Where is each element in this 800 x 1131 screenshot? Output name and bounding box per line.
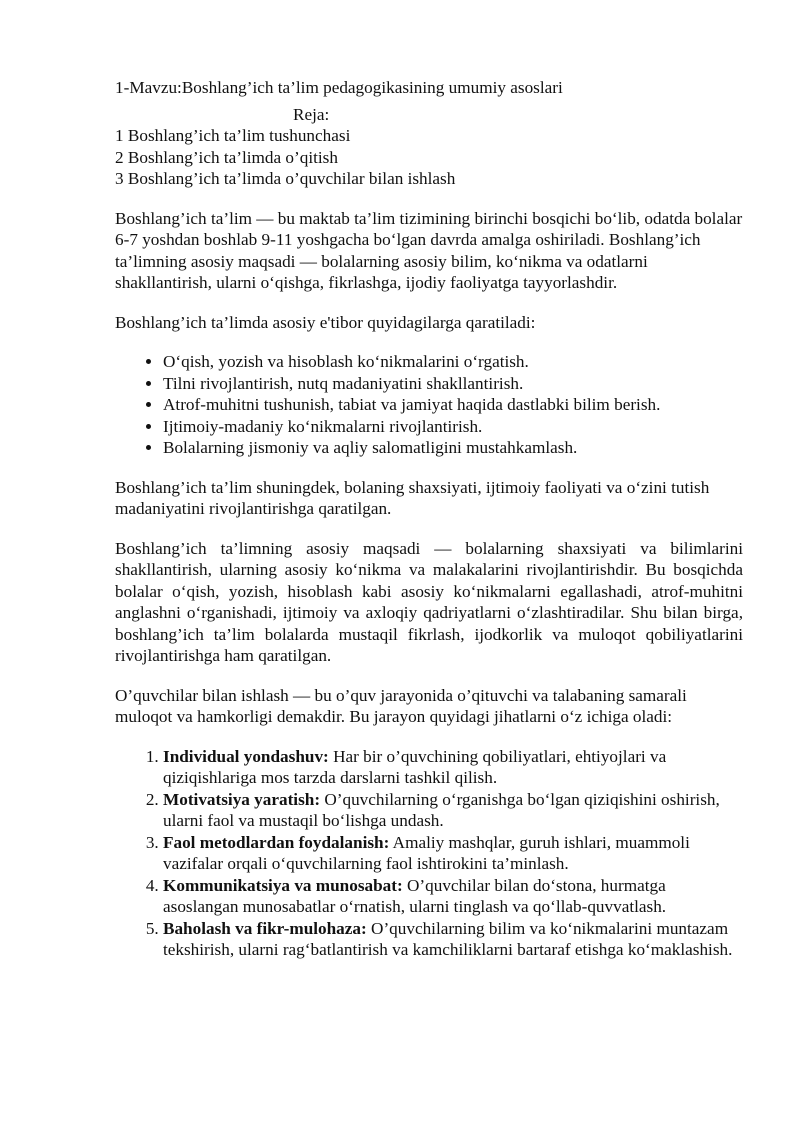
bullet-item: • Ijtimoiy-madaniy ko‘nikmalarni rivojlantirish.	[163, 416, 743, 438]
numbered-item	[163, 832, 743, 875]
bullet-item: • Tilni rivojlantirish, nutq madaniyatini shakllantirish.	[163, 373, 743, 395]
item-text: O’quvchilar bilan do‘stona, hurmatga asoslangan munosabatlar o‘rnatish, ularni tinglash va qo‘llab-quvvatlash.	[163, 875, 667, 916]
topic-title: 1-Mavzu:Boshlang’ich ta’lim pedagogikasining umumiy asoslari	[115, 78, 563, 97]
numbered-item	[163, 746, 743, 789]
paragraph-working-with-students: O’quvchilar bilan ishlash — bu o’quv jarayonida o’qituvchi va talabaning samarali muloqot va hamkorligi demakdir. Bu jarayon quyidagi jihatlarni o‘z ichiga oladi:	[115, 685, 687, 726]
item-term: Motivatsiya yaratish:	[163, 789, 321, 809]
bullet-item: • Atrof-muhitni tushunish, tabiat va jamiyat haqida dastlabki bilim berish.	[163, 394, 743, 416]
numbered-item	[163, 875, 743, 918]
paragraph-focus-lead: Boshlang’ich ta’limda asosiy e'tibor quyidagilarga qaratiladi:	[115, 312, 536, 332]
document-body	[115, 77, 743, 961]
item-text: O’quvchilarning bilim va ko‘nikmalarini muntazam tekshirish, ularni rag‘batlantirish va kamchiliklarni bartaraf etishga ko‘maklashish.	[163, 918, 733, 959]
numbered-item	[163, 789, 743, 832]
paragraph-personality: Boshlang’ich ta’lim shuningdek, bolaning shaxsiyati, ijtimoiy faoliyati va o‘zini tutish madaniyatini rivojlantirishga qaratilgan.	[115, 477, 710, 518]
paragraph-main-goal: Boshlang’ich ta’limning asosiy maqsadi — bolalarning shaxsiyati va bilimlarini shakllantirish, ularning asosiy ko‘nikma va malakalarini rivojlantirishdir. Bu bosqichda bolalar o‘qish, yozish, hisoblash kabi asosiy ko‘nikmalarni egallashadi, atrof-muhitni anglashni o‘rganishadi, ijtimoiy va axloqiy qadriyatlarni o‘zlashtiradilar. Shu bilan birga, boshlang’ich ta’lim bolalarda mustaqil fikrlash, ijodkorlik va muloqot qobiliyatlarini rivojlantirishga ham qaratilgan.	[115, 538, 743, 665]
bullet-item: • O‘qish, yozish va hisoblash ko‘nikmalarini o‘rgatish.	[163, 351, 743, 373]
plan-heading: Reja:	[293, 104, 330, 124]
item-term: Kommunikatsiya va munosabat:	[163, 875, 403, 895]
bullet-item: • Bolalarning jismoniy va aqliy salomatligini mustahkamlash.	[163, 437, 743, 459]
item-text: Har bir o’quvchining qobiliyatlari, ehtiyojlari va qiziqishlariga mos tarzda darslarni tashkil qilish.	[163, 746, 667, 787]
plan-item: 2 Boshlang’ich ta’limda o’qitish	[115, 147, 338, 167]
item-term: Individual yondashuv:	[163, 746, 329, 766]
focus-bullet-list	[115, 351, 743, 459]
paragraph-intro: Boshlang’ich ta’lim — bu maktab ta’lim tizimining birinchi bosqichi bo‘lib, odatda bolalar 6-7 yoshdan boshlab 9-11 yoshgacha bo‘lgan davrda amalga oshiriladi. Boshlang’ich ta’limning asosiy maqsadi — bolalarning asosiy bilim, ko‘nikma va odatlarni shakllantirish, ularni o‘qishga, fikrlashga, ijodiy faoliyatga tayyorlashdir.	[115, 208, 743, 292]
plan-list	[115, 125, 743, 190]
aspects-numbered-list	[115, 746, 743, 961]
plan-item: 1 Boshlang’ich ta’lim tushunchasi	[115, 126, 351, 145]
numbered-item	[163, 918, 743, 961]
plan-item: 3 Boshlang’ich ta’limda o’quvchilar bilan ishlash	[115, 169, 456, 188]
item-text: Amaliy mashqlar, guruh ishlari, muammoli vazifalar orqali o‘quvchilarning faol ishtirokini ta’minlash.	[163, 832, 690, 873]
item-term: Baholash va fikr-mulohaza:	[163, 918, 367, 938]
item-text: O’quvchilarning o‘rganishga bo‘lgan qiziqishini oshirish, ularni faol va mustaqil bo‘lishga undash.	[163, 789, 720, 830]
item-term: Faol metodlardan foydalanish:	[163, 832, 390, 852]
